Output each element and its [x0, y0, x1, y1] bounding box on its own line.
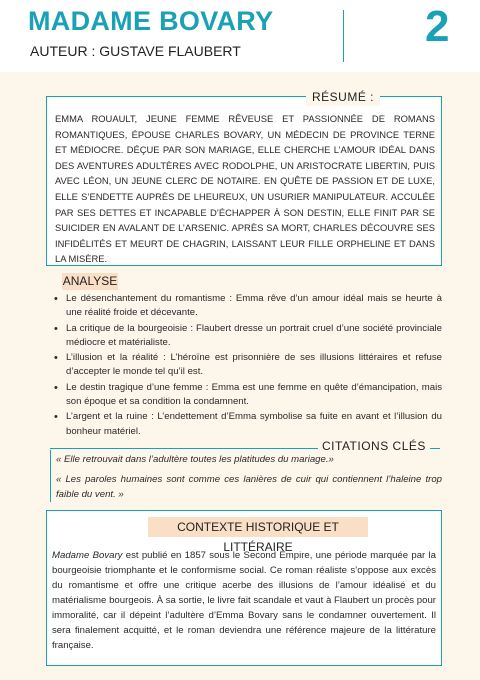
resume-box — [46, 96, 442, 266]
sheet-number: 2 — [425, 2, 450, 51]
contexte-body: est publié en 1857 sous le Second Empire, une période marquée par la bourgeoisie triomphante et le conformisme social. Ce roman réaliste s’oppose aux excès du romantisme et offre une critique acerbe des illusions de l’amour idéalisé et du matérialisme bourgeois. À sa sortie, le livre fait scandale et vaut à Flaubert un procès pour immoralité, car il dépeint l’adultère d’Emma Bovary sans le condamner ouvertement. Il sera finalement acquitté, et le roman deviendra une référence majeure de la littérature française. — [52, 550, 436, 651]
list-item: • Le désenchantement du romantisme : Emma rêve d’un amour idéal mais se heurte à une réalité froide et décevante. — [50, 292, 442, 321]
author-line: AUTEUR : GUSTAVE FLAUBERT — [30, 43, 241, 59]
resume-heading: RÉSUMÉ : — [306, 90, 380, 106]
resume-text: EMMA ROUAULT, JEUNE FEMME RÊVEUSE ET PASSIONNÉE DE ROMANS ROMANTIQUES, ÉPOUSE CHARLES BOVARY, UN MÉDECIN DE PROVINCE TERNE ET MÉDIOCRE. DÉÇUE PAR SON MARIAGE, ELLE CHERCHE L’AMOUR IDÉAL DANS DES AVENTURES ADULTÈRES AVEC RODOLPHE, UN ARISTOCRATE LIBERTIN, PUIS AVEC LÉON, UN JEUNE CLERC DE NOTAIRE. EN QUÊTE DE PASSION ET DE LUXE, ELLE S’ENDETTE AUPRÈS DE LHEUREUX, UN USURIER MANIPULATEUR. ACCULÉE PAR SES DETTES ET INCAPABLE D’ÉCHAPPER À SON DESTIN, ELLE FINIT PAR SE SUICIDER EN AVALANT DE L’ARSENIC. APRÈS SA MORT, CHARLES DÉCOUVRE SES INFIDÉLITÉS ET MEURT DE CHAGRIN, LAISSANT LEUR FILLE ORPHELINE ET DANS LA MISÈRE. — [55, 113, 435, 265]
quote: « Elle retrouvait dans l’adultère toutes les platitudes du mariage.» — [56, 454, 334, 465]
list-item: • L’argent et la ruine : L’endettement d’Emma symbolise sa fuite en avant et l’illusion du bonheur matériel. — [50, 410, 442, 439]
quote: « Les paroles humaines sont comme ces lanières de cuir qui contiennent l’haleine trop faible du vent. » — [56, 474, 442, 500]
header-divider — [343, 10, 344, 62]
citations-bar — [50, 450, 51, 502]
list-item: • Le destin tragique d’une femme : Emma est une femme en quête d’émancipation, mais son époque et sa condition la condamnent. — [50, 381, 442, 410]
page-title: MADAME BOVARY — [28, 6, 274, 36]
book-title: Madame Bovary — [52, 550, 123, 561]
contexte-text — [52, 548, 436, 653]
list-item: • L’illusion et la réalité : L’héroïne est prisonnière de ses illusions littéraires et refuse d’accepter le monde tel qu’il est. — [50, 351, 442, 380]
list-item: • La critique de la bourgeoisie : Flaubert dresse un portrait cruel d’une société provinciale médiocre et matérialiste. — [50, 322, 442, 351]
header — [0, 0, 480, 72]
analyse-heading: ANALYSE — [62, 274, 118, 288]
analyse-list — [50, 292, 442, 440]
contexte-heading: CONTEXTE HISTORIQUE ET LITTÉRAIRE — [148, 517, 368, 537]
citations-heading: CITATIONS CLÉS — [318, 439, 430, 453]
